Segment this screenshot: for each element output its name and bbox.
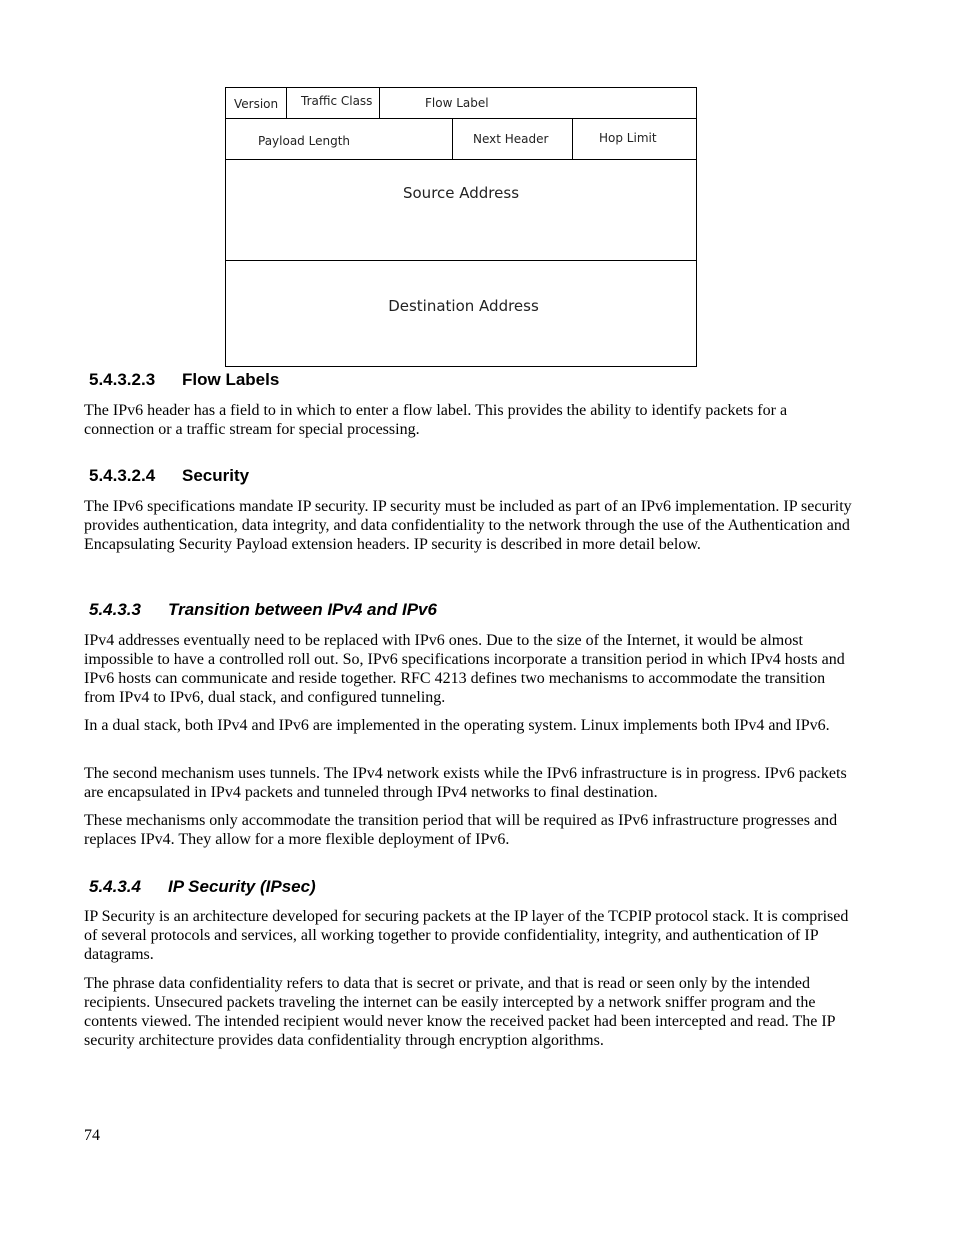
paragraph-ipsec-1: IP Security is an architecture developed for securing packets at the IP layer of the TCPIP protocol stack. It is comprised of several protocols and services, all working together to provide confidentiality, integrity, and authentication of IP datagrams.: [84, 908, 849, 963]
section-number: 5.4.3.4: [89, 877, 141, 896]
flow-label-field: [380, 88, 696, 118]
paragraph-transition-4: These mechanisms only accommodate the transition period that will be required as IPv6 infrastructure progresses and replaces IPv4. They allow for a more flexible deployment of IPv6.: [84, 812, 838, 848]
heading-transition: [89, 600, 437, 620]
destination-address-field: [226, 261, 696, 366]
paragraph-ipsec-2: The phrase data confidentiality refers to data that is secret or private, and that is read or seen only by the intended recipients. Unsecured packets traveling the internet can be easily intercepted by a network sniffer program and the contents viewed. The intended recipient would never know the received packet had been intercepted and read. The IP security architecture provides data confidentiality through encryption algorithms.: [84, 975, 835, 1049]
destination-address-label: Destination Address: [388, 297, 539, 315]
diagram-row-1: [226, 88, 696, 119]
heading-flow-labels: [89, 370, 279, 390]
hop-limit-label: Hop Limit: [599, 131, 657, 145]
traffic-class-field: [287, 88, 380, 118]
section-title: Flow Labels: [182, 370, 280, 389]
section-title: IP Security (IPsec): [168, 877, 316, 896]
diagram-row-2: [226, 119, 696, 160]
next-header-field: [453, 119, 573, 159]
source-address-label: Source Address: [402, 184, 520, 202]
paragraph-flow-labels: The IPv6 header has a field to in which to enter a flow label. This provides the ability to identify packets for a connection or a traffic stream for special processing.: [84, 402, 788, 438]
version-field: [226, 88, 287, 118]
section-title: Security: [182, 466, 250, 485]
section-number: 5.4.3.2.4: [89, 466, 156, 485]
heading-security: [89, 466, 249, 486]
traffic-class-label: Traffic Class: [301, 94, 373, 108]
flow-label-label: Flow Label: [425, 96, 489, 110]
version-label: Version: [234, 97, 279, 111]
paragraph-transition-2: In a dual stack, both IPv4 and IPv6 are implemented in the operating system. Linux implements both IPv4 and IPv6.: [84, 717, 830, 734]
section-title: Transition between IPv4 and IPv6: [168, 600, 437, 619]
paragraph-security: The IPv6 specifications mandate IP security. IP security must be included as part of an IPv6 implementation. IP security provides authentication, data integrity, and data confidentiality to the network through the use of the Authentication and Encapsulating Security Payload extension headers. IP security is described in more detail below.: [84, 498, 852, 553]
paragraph-transition-1: IPv4 addresses eventually need to be replaced with IPv6 ones. Due to the size of the Internet, it would be almost impossible to have a controlled roll out. So, IPv6 specifications incorporate a transition period in which IPv4 hosts and IPv6 hosts can communicate and reside together. RFC 4213 defines two mechanisms to accommodate the transition from IPv4 to IPv6, dual stack, and configured tunneling.: [84, 632, 845, 706]
source-address-field: [226, 160, 696, 261]
page-number: 74: [84, 1127, 100, 1144]
ipv6-header-diagram: [225, 87, 697, 367]
paragraph-transition-3: The second mechanism uses tunnels. The IPv4 network exists while the IPv6 infrastructure is in progress. IPv6 packets are encapsulated in IPv4 packets and tunneled through IPv4 networks to final destination.: [84, 765, 847, 801]
section-number: 5.4.3.2.3: [89, 370, 156, 389]
payload-length-label: Payload Length: [258, 134, 351, 148]
payload-length-field: [226, 119, 453, 159]
heading-ipsec: [89, 877, 316, 897]
next-header-label: Next Header: [473, 132, 549, 146]
section-number: 5.4.3.3: [89, 600, 141, 619]
hop-limit-field: [573, 119, 696, 159]
